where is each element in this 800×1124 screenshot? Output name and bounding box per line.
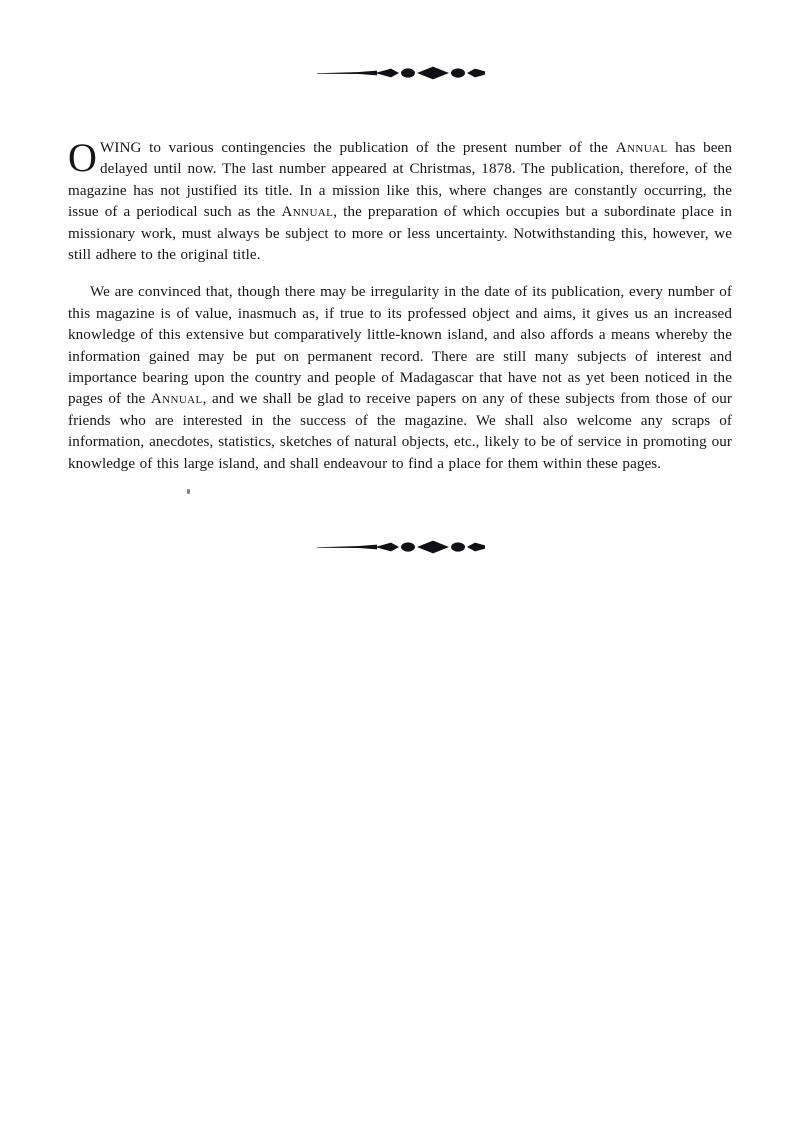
smallcaps-annual-3: Annual [150, 391, 203, 408]
printers-ornament-icon [315, 62, 485, 84]
smallcaps-annual-2: Annual [281, 204, 334, 221]
decorative-divider-bottom [0, 534, 800, 560]
paragraph-first [68, 135, 733, 266]
scan-speck-artifact [187, 489, 190, 494]
drop-cap-letter: O [68, 135, 97, 180]
paragraph-second [68, 282, 732, 475]
paragraph-second-text-b: , and we shall be glad to receive papers on any of these subjects from those of our friends who are interested in the success of the magazine. We shall also welcome any scraps of information, anecdotes, statistics, sketches of natural objects, etc., likely to be of service in promoting our knowledge of this large island, and shall endeavour to find a place for them within these pages. [68, 391, 732, 472]
paragraph-first-text-c: , the preparation of which occupies but a subordinate place in missionary work, must always be subject to more or less uncertainty. Notwithstanding this, however, we still adhere to the original title. [68, 204, 733, 264]
paragraph-first-text-a: to various contingencies the publication of the present number of the [141, 140, 616, 156]
decorative-divider-top [0, 60, 800, 86]
printers-ornament-icon [315, 536, 485, 558]
article-text-block [68, 135, 733, 475]
paragraph-second-text-a: We are convinced that, though there may be irregularity in the date of its publication, every number of this magazine is of value, inasmuch as, if true to its professed object and aims, it gives us an increased knowledge of this extensive but comparatively little-known island, and also affords a means whereby the information gained may be put on permanent record. There are still many subjects of interest and importance bearing upon the country and people of Madagascar that have not as yet been noticed in the pages of the [68, 284, 732, 408]
paragraph-first-opening-word: WING [100, 140, 142, 156]
smallcaps-annual-1: Annual [615, 140, 668, 156]
paragraph-first-text-b: has been delayed until now. The last number appeared at Christmas, 1878. The publication, therefore, of the magazine has not justified its title. In a mission like this, where changes are constantly occurring, the issue of a periodical such as the [68, 140, 732, 221]
